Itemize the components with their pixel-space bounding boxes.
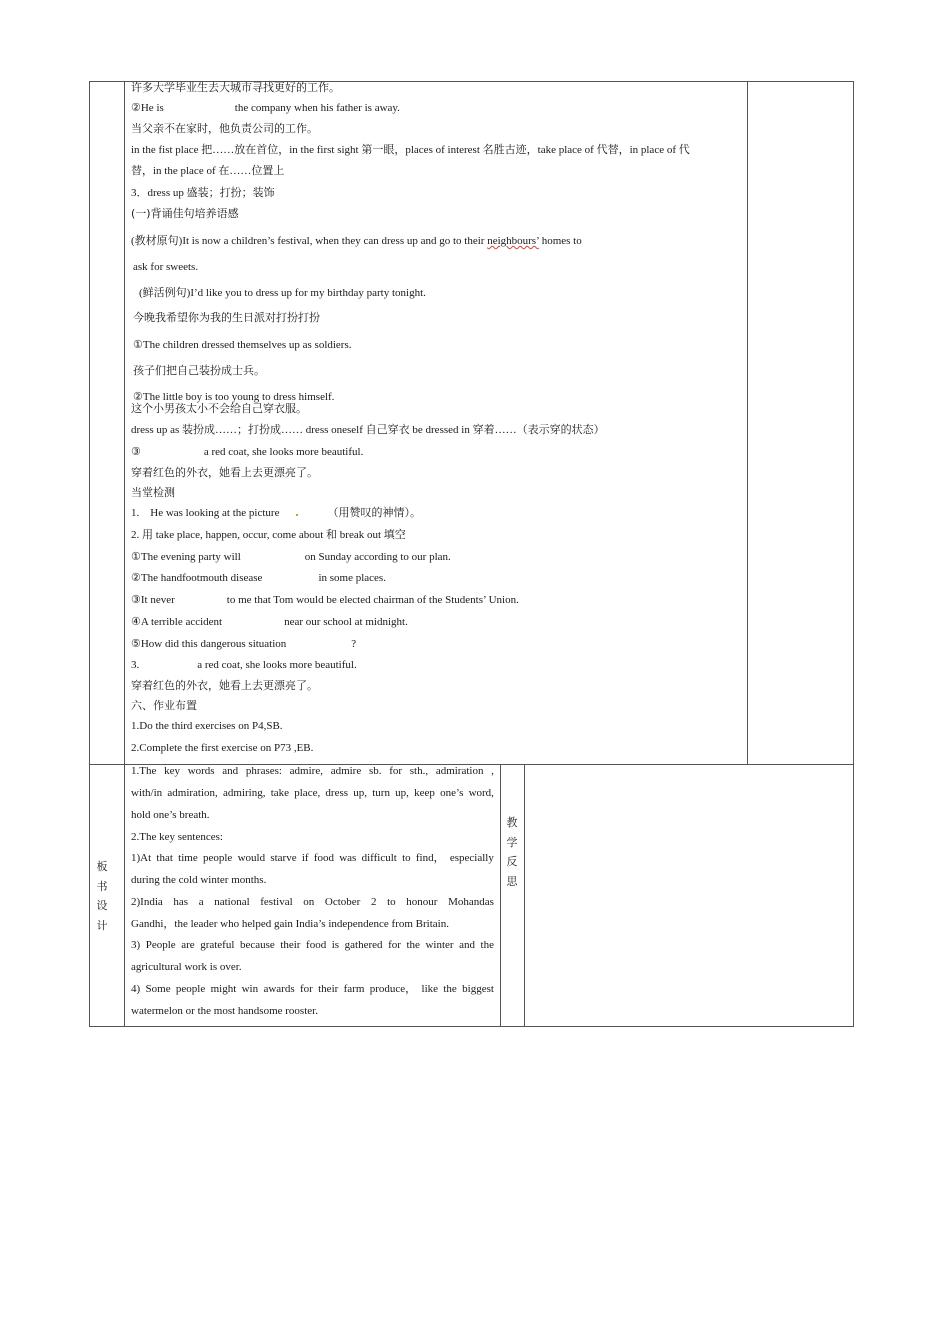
board-word: 1)At [131, 852, 152, 864]
format-mark [296, 514, 298, 516]
board-word: admiring, [223, 787, 266, 799]
lower-col-divider-2 [500, 764, 501, 1027]
board-word: has [173, 896, 189, 908]
text-fragment: a red coat, she looks more beautiful. [197, 659, 357, 671]
board-word: because [239, 939, 275, 951]
text-fragment: the company when his father is away. [234, 102, 400, 114]
text-line: ①The children dressed themselves up as soldiers. [133, 339, 352, 351]
board-word: and [222, 765, 239, 777]
text-line [131, 101, 400, 115]
text-line [131, 593, 519, 607]
lower-col-divider-1 [124, 764, 125, 1027]
text-line [131, 637, 356, 651]
text-fragment: ②He is [131, 102, 164, 114]
board-word: to [402, 852, 411, 864]
board-text-line [131, 960, 242, 974]
text-line [131, 571, 386, 585]
text-fragment: on Sunday according to our plan. [304, 551, 451, 563]
board-word: especially [449, 852, 494, 864]
board-word: admiration, [167, 787, 218, 799]
board-word: up, [395, 787, 409, 799]
board-word: for [388, 939, 401, 951]
text-line: 3．dress up 盛装；打扮；装饰 [131, 187, 275, 199]
text-line: in the fist place 把……放在首位，in the first sight 第一眼，places of interest 名胜古迹，take place of 代替，in place of 代 [131, 144, 690, 156]
board-word: turn [372, 787, 390, 799]
board-word: a [198, 896, 204, 908]
board-text-line [131, 895, 494, 909]
board-text-line [131, 982, 494, 996]
board-word: People [145, 939, 176, 951]
text-line: 当父亲不在家时，他负责公司的工作。 [131, 122, 318, 135]
text-fragment: 3. [131, 659, 140, 671]
board-word: words [187, 765, 215, 777]
text-line: 1.Do the third exercises on P4,SB. [131, 720, 283, 732]
board-word: 3) [131, 939, 141, 951]
board-word: 2.The key sentences: [131, 831, 223, 843]
board-word: admire, [289, 765, 323, 777]
text-fragment: ①The evening party will [131, 551, 241, 563]
text-fragment: ? [351, 638, 357, 650]
text-fragment: ③ [131, 446, 141, 458]
board-word: hold one’s breath. [131, 809, 210, 821]
board-word: time [178, 852, 198, 864]
board-word: phrases: [245, 765, 282, 777]
board-word: key [164, 765, 180, 777]
board-word: starve [270, 852, 297, 864]
board-text-line [131, 938, 494, 952]
board-word: on [303, 896, 315, 908]
board-word: is [331, 939, 340, 951]
board-word: biggest [462, 983, 494, 995]
board-word: gathered [344, 939, 383, 951]
section-heading: (一)背诵佳句培养语感 [131, 207, 239, 220]
text-line [131, 550, 451, 564]
board-word: keep [414, 787, 435, 799]
board-text-line [131, 830, 223, 844]
board-word: place, [294, 787, 321, 799]
text-line: 穿着红色的外衣，她看上去更漂亮了。 [131, 679, 318, 692]
upper-col-divider-left [124, 81, 125, 765]
text-line: 孩子们把自己装扮成士兵。 [133, 364, 265, 377]
text-fragment: in some places. [318, 572, 386, 584]
board-word: might [210, 983, 237, 995]
text-line: 2.Complete the first exercise on P73 ,EB. [131, 742, 314, 754]
board-word: 2)India [131, 896, 163, 908]
text-fragment: ⑤How did this dangerous situation [131, 638, 287, 650]
board-word: would [237, 852, 266, 864]
text-line [131, 234, 582, 248]
board-word: watermelon or the most handsome rooster. [131, 1005, 318, 1017]
text-fragment: near our school at midnight. [284, 616, 408, 628]
board-word: 1.The [131, 765, 157, 777]
text-line: 穿着红色的外衣，她看上去更漂亮了。 [131, 466, 318, 479]
board-word: grateful [200, 939, 235, 951]
board-word: sb. [368, 765, 382, 777]
text-line [131, 445, 363, 459]
board-word: sth., [409, 765, 429, 777]
text-fragment: to me that Tom would be elected chairman of the Students’ Union. [226, 594, 519, 606]
text-fragment: ②The handfootmouth disease [131, 572, 263, 584]
board-text-line [131, 764, 494, 778]
board-word: was [339, 852, 357, 864]
board-word: agricultural work is over. [131, 961, 242, 973]
board-word: food [306, 939, 327, 951]
text-fragment: （用赞叹的神情）。 [327, 507, 421, 519]
board-word: up, [353, 787, 367, 799]
board-word: difficult [361, 852, 397, 864]
board-word: produce， [369, 983, 417, 995]
board-design-label: 板书设计 [96, 860, 108, 932]
text-fragment: ④A terrible accident [131, 616, 223, 628]
board-word: Gandhi，the leader who helped gain India’s independence from Britain. [131, 918, 449, 930]
board-word: during the cold winter months. [131, 874, 267, 886]
board-word: honour [406, 896, 438, 908]
text-fragment: a red coat, she looks more beautiful. [203, 446, 364, 458]
board-word: find， [415, 852, 445, 864]
board-text-line [131, 851, 494, 865]
text-line [131, 506, 421, 520]
board-text-line [131, 1004, 318, 1018]
board-word: if [301, 852, 309, 864]
board-word: the [406, 939, 420, 951]
board-word: winter [425, 939, 454, 951]
board-word: their [318, 983, 339, 995]
board-word: to [387, 896, 396, 908]
board-word: admire [330, 765, 362, 777]
board-word: national [214, 896, 250, 908]
board-word: the [480, 939, 494, 951]
board-word: awards [263, 983, 295, 995]
text-line: (鲜活例句)I’d like you to dress up for my birthday party tonight. [139, 287, 426, 299]
board-word: food [313, 852, 334, 864]
text-fragment: 1. He was looking at the picture [131, 507, 280, 519]
board-word: festival [260, 896, 293, 908]
board-word: like [421, 983, 439, 995]
board-word: 2 [370, 896, 377, 908]
board-word: their [280, 939, 301, 951]
teaching-reflection-label: 教学反思 [506, 816, 518, 888]
spellcheck-word: neighbours’ [487, 235, 539, 247]
board-word: farm [343, 983, 365, 995]
board-word: take [270, 787, 290, 799]
text-line [131, 615, 408, 629]
board-word: with/in [131, 787, 163, 799]
text-fragment: homes to [541, 235, 582, 247]
text-fragment: (教材原句)It is now a children’s festival, when they can dress up and go to their [131, 235, 485, 247]
text-line: 许多大学毕业生去大城市寻找更好的工作。 [131, 81, 340, 94]
text-line: 2. 用 take place, happen, occur, come about 和 break out 填空 [131, 529, 406, 541]
board-text-line [131, 808, 210, 822]
board-word: Some [145, 983, 171, 995]
board-word: for [299, 983, 313, 995]
board-word: that [156, 852, 173, 864]
text-line: ②The little boy is too young to dress himself. [133, 391, 335, 403]
board-word: for [389, 765, 403, 777]
board-word: October [324, 896, 361, 908]
board-text-line [131, 786, 494, 800]
board-word: dress [325, 787, 349, 799]
board-word: , [491, 765, 494, 777]
board-text-line [131, 873, 266, 887]
text-line: ask for sweets. [133, 261, 199, 273]
board-word: are [181, 939, 195, 951]
text-fragment: ③It never [131, 594, 175, 606]
section-heading: 六、作业布置 [131, 699, 197, 712]
lower-col-divider-3 [524, 764, 525, 1027]
section-heading: 当堂检测 [131, 486, 175, 499]
board-word: the [443, 983, 457, 995]
text-line [131, 658, 357, 672]
board-word: 4) [131, 983, 141, 995]
board-word: Mohandas [448, 896, 494, 908]
board-word: one’s [440, 787, 464, 799]
board-word: win [241, 983, 259, 995]
upper-col-divider-right [747, 81, 748, 765]
board-word: word, [468, 787, 494, 799]
board-text-line [131, 917, 449, 931]
board-word: admiration [435, 765, 484, 777]
board-word: people [202, 852, 233, 864]
board-word: and [459, 939, 475, 951]
text-line: 今晚我希望你为我的生日派对打扮打扮 [133, 311, 320, 324]
board-word: people [175, 983, 206, 995]
text-line: dress up as 装扮成……；打扮成…… dress oneself 自己穿衣 be dressed in 穿着……（表示穿的状态） [131, 424, 605, 436]
text-line: 替，in the place of 在……位置上 [131, 165, 285, 177]
text-line: 这个小男孩太小不会给自己穿衣服。 [131, 402, 307, 415]
